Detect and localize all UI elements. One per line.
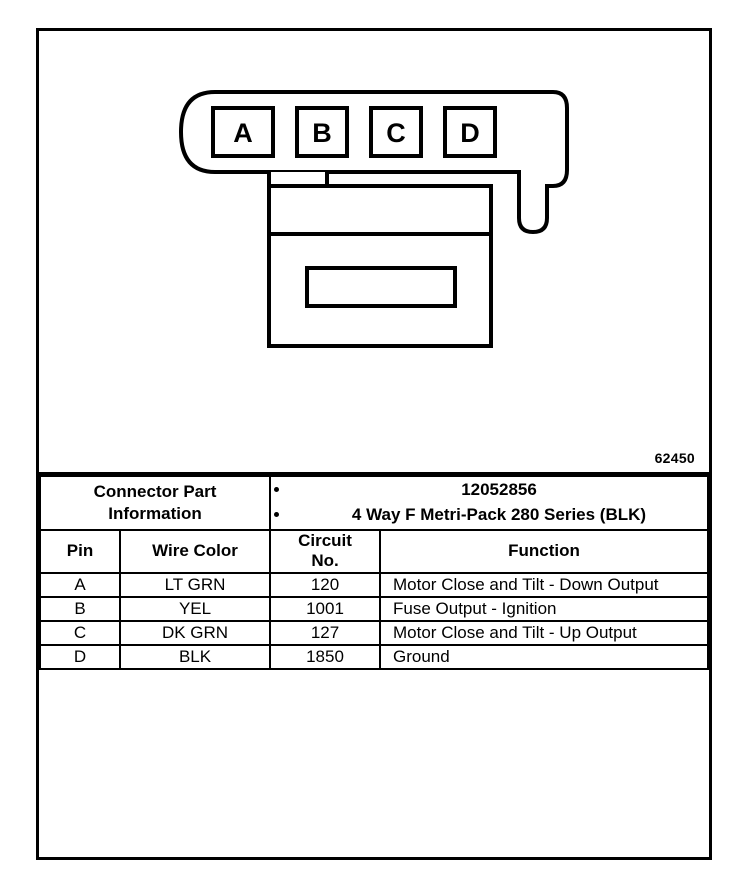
cell-wire-color: BLK (120, 645, 270, 669)
cell-wire-color: YEL (120, 597, 270, 621)
cell-pin: C (40, 621, 120, 645)
header-pin: Pin (40, 530, 120, 573)
table-row (40, 645, 708, 669)
table-row (40, 597, 708, 621)
header-circuit-line2: No. (311, 551, 339, 571)
connector-pinout-table (39, 475, 709, 670)
connector-part-information-row (40, 476, 708, 530)
connector-illustration (39, 31, 709, 475)
table-row (40, 621, 708, 645)
header-function: Function (380, 530, 708, 573)
header-wire-color: Wire Color (120, 530, 270, 573)
connector-part-information-values (270, 476, 708, 530)
cpi-label-line2: Information (108, 503, 202, 523)
pin-label-a: A (233, 118, 253, 148)
pin-label-d: D (460, 118, 480, 148)
cell-circuit: 1001 (270, 597, 380, 621)
cell-circuit: 120 (270, 573, 380, 597)
cell-circuit: 127 (270, 621, 380, 645)
pin-label-c: C (386, 118, 406, 148)
table-row (40, 573, 708, 597)
cell-pin: B (40, 597, 120, 621)
diagram-sheet (36, 28, 712, 860)
cell-pin: A (40, 573, 120, 597)
cell-circuit: 1850 (270, 645, 380, 669)
connector-part-information-label (40, 476, 270, 530)
header-circuit-no (270, 530, 380, 573)
connector-drawing (169, 86, 599, 406)
cell-pin: D (40, 645, 120, 669)
pin-label-b: B (312, 118, 332, 148)
cpi-item: • 4 Way F Metri-Pack 280 Series (BLK) (291, 504, 707, 527)
cell-function: Motor Close and Tilt - Down Output (380, 573, 708, 597)
cpi-label-line1: Connector Part (93, 481, 217, 501)
table-header-row (40, 530, 708, 573)
cell-function: Fuse Output - Ignition (380, 597, 708, 621)
cpi-item: • 12052856 (291, 479, 707, 502)
cell-wire-color: DK GRN (120, 621, 270, 645)
cell-function: Motor Close and Tilt - Up Output (380, 621, 708, 645)
cell-function: Ground (380, 645, 708, 669)
figure-number: 62450 (654, 450, 695, 466)
cell-wire-color: LT GRN (120, 573, 270, 597)
header-circuit-line1: Circuit (298, 530, 352, 550)
